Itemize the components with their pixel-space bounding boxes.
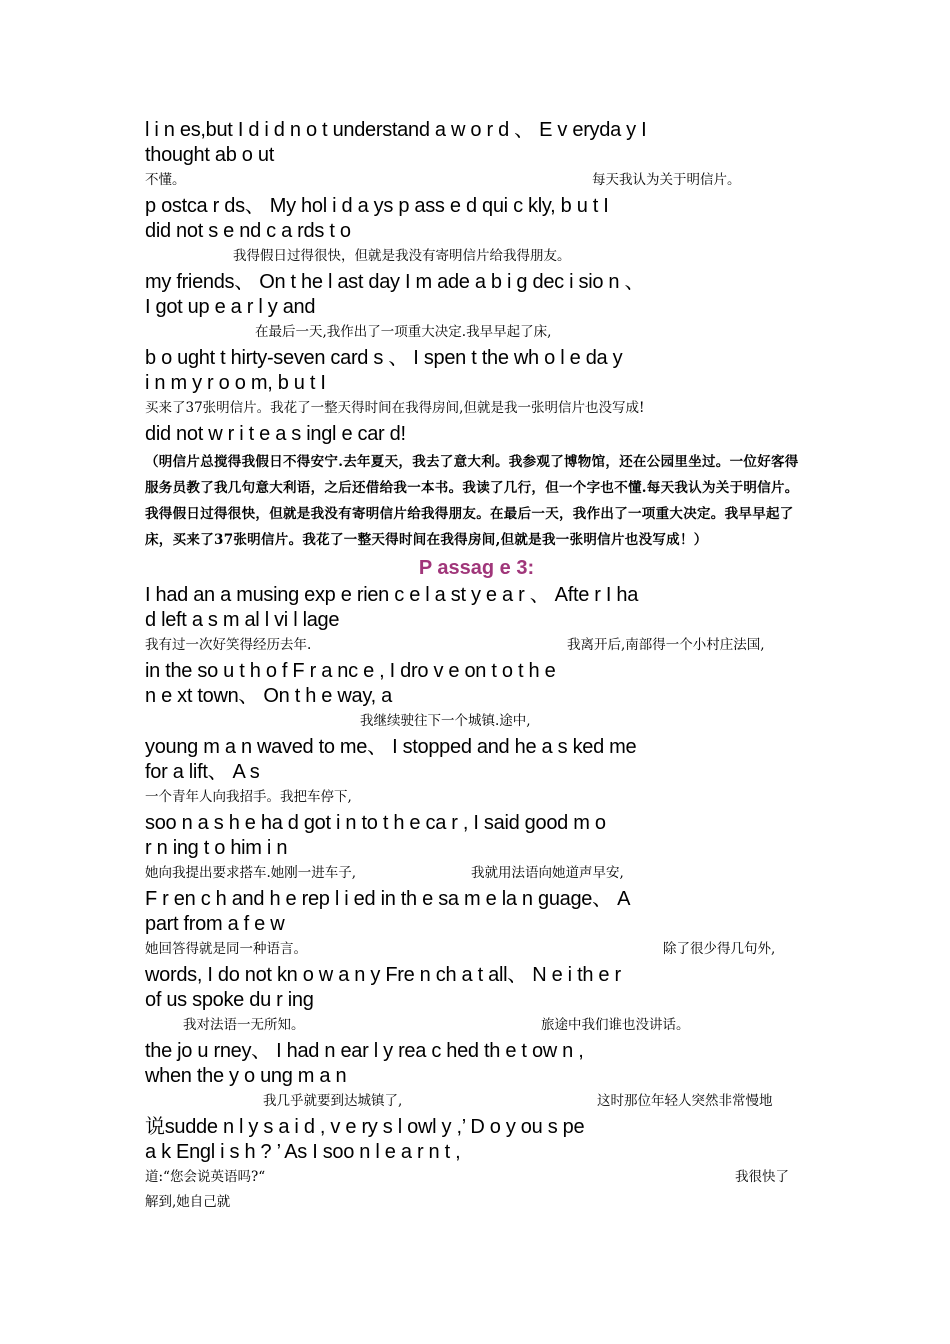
chinese-translation [145, 169, 808, 191]
translation-mid: 我就用法语向她道声早安, [471, 865, 624, 881]
english-line: for a lift、 A s [145, 761, 260, 783]
english-line: the jo u rney、 I had n ear l y rea c hed th e t ow n , [145, 1040, 584, 1062]
english-line: when the y o ung m a n [145, 1065, 347, 1087]
chinese-translation [145, 321, 808, 343]
english-line: in the so u t h o f F r a nc e , I dro v e on t o t h e [145, 660, 556, 682]
chinese-translation [145, 1166, 808, 1188]
translation-left: 我得假日过得很快，但就是我没有寄明信片给我得朋友。 [233, 248, 571, 264]
translation-right: 除了很少得几句外, [663, 941, 776, 957]
chinese-translation [145, 862, 808, 884]
english-line: my friends、 On t he l ast day I m ade a b i g dec i sio n 、 [145, 271, 645, 293]
translation-left: 我几乎就要到达城镇了, [263, 1093, 403, 1109]
english-line: 说sudde n l y s a i d , v e ry s l owl y ,’ D o y ou s pe [145, 1116, 585, 1138]
chinese-translation [145, 1191, 808, 1213]
translation-right: 这时那位年轻人突然非常慢地 [597, 1093, 773, 1109]
translation-left: 她回答得就是同一种语言。 [145, 941, 307, 957]
translation-right: 每天我认为关于明信片。 [592, 172, 741, 188]
passage-heading: P assag e 3: [418, 557, 535, 579]
translation-left: 在最后一天,我作出了一项重大决定.我早早起了床, [255, 324, 552, 340]
translation-right: 我很快了 [735, 1169, 789, 1185]
english-line: did not w r i t e a s ingl e car d! [145, 423, 406, 445]
english-line: b o ught t hirty-seven card s 、 I spen t the wh o l e da y [145, 347, 623, 369]
chinese-translation [145, 786, 808, 808]
translation-mid: 我继续驶往下一个城镇.途中, [360, 713, 531, 729]
translation-left: 我对法语一无所知。 [183, 1017, 305, 1033]
english-line: did not s e nd c a rds t o [145, 220, 351, 242]
translation-left: 一个青年人向我招手。我把车停下, [145, 789, 352, 805]
document-page [145, 118, 808, 1216]
english-line: l i n es,but I d i d n o t understand a w o r d 、 E v eryda y I [145, 119, 647, 141]
chinese-translation [145, 245, 808, 267]
chinese-translation [145, 1014, 808, 1036]
translation-right: 我离开后,南部得一个小村庄法国, [567, 637, 765, 653]
english-line: p ostca r ds、 My hol i d a ys p ass e d qui c kly, b u t I [145, 195, 609, 217]
translation-left: 她向我提出要求搭车.她刚一进车子, [145, 865, 357, 881]
english-line: part from a f e w [145, 913, 285, 935]
translation-left: 买来了37张明信片。我花了一整天得时间在我得房间,但就是我一张明信片也没写成! [145, 400, 645, 416]
english-line: r n ing t o him i n [145, 837, 288, 859]
english-line: of us spoke du r ing [145, 989, 314, 1011]
translation-left: 不懂。 [145, 172, 186, 188]
translation-left: 解到,她自己就 [145, 1194, 231, 1210]
chinese-translation [145, 634, 808, 656]
english-line: young m a n waved to me、 I stopped and he a s ked me [145, 736, 637, 758]
chinese-translation [145, 397, 808, 419]
chinese-translation [145, 710, 808, 732]
english-line: soo n a s h e ha d got i n to t h e ca r , I said good m o [145, 812, 606, 834]
english-line: a k Engl i s h ? ’ As I soo n l e a r n t , [145, 1141, 461, 1163]
english-line: i n m y r o o m, b u t I [145, 372, 326, 394]
summary-translation: （明信片总搅得我假日不得安宁.去年夏天，我去了意大利。我参观了博物馆，还在公园里坐过。一位好客得服务员教了我几句意大利语，之后还借给我一本书。我读了几行，但一个字也不懂.每天我认为关于明信片。我得假日过得很快，但就是我没有寄明信片给我得朋友。在最后一天，我作出了一项重大决定。我早早起了床，买来了37张明信片。我花了一整天得时间在我得房间,但就是我一张明信片也没写成！） [145, 454, 799, 548]
english-line: words, I do not kn o w a n y Fre n ch a t all、 N e i th e r [145, 964, 621, 986]
english-line: I got up e a r l y and [145, 296, 316, 318]
english-line: d left a s m al l vi l lage [145, 609, 340, 631]
translation-mid: 旅途中我们谁也没讲话。 [541, 1017, 690, 1033]
chinese-translation [145, 1090, 808, 1112]
translation-left: 我有过一次好笑得经历去年. [145, 637, 312, 653]
english-line: n e xt town、 On t h e way, a [145, 685, 392, 707]
english-line: F r en c h and h e rep l i ed in th e sa m e la n guage、 A [145, 888, 631, 910]
chinese-translation [145, 938, 808, 960]
english-line: I had an a musing exp e rien c e l a st y e a r 、 Afte r I ha [145, 584, 639, 606]
english-line: thought ab o ut [145, 144, 274, 166]
translation-left: 道:“您会说英语吗?“ [145, 1169, 266, 1185]
